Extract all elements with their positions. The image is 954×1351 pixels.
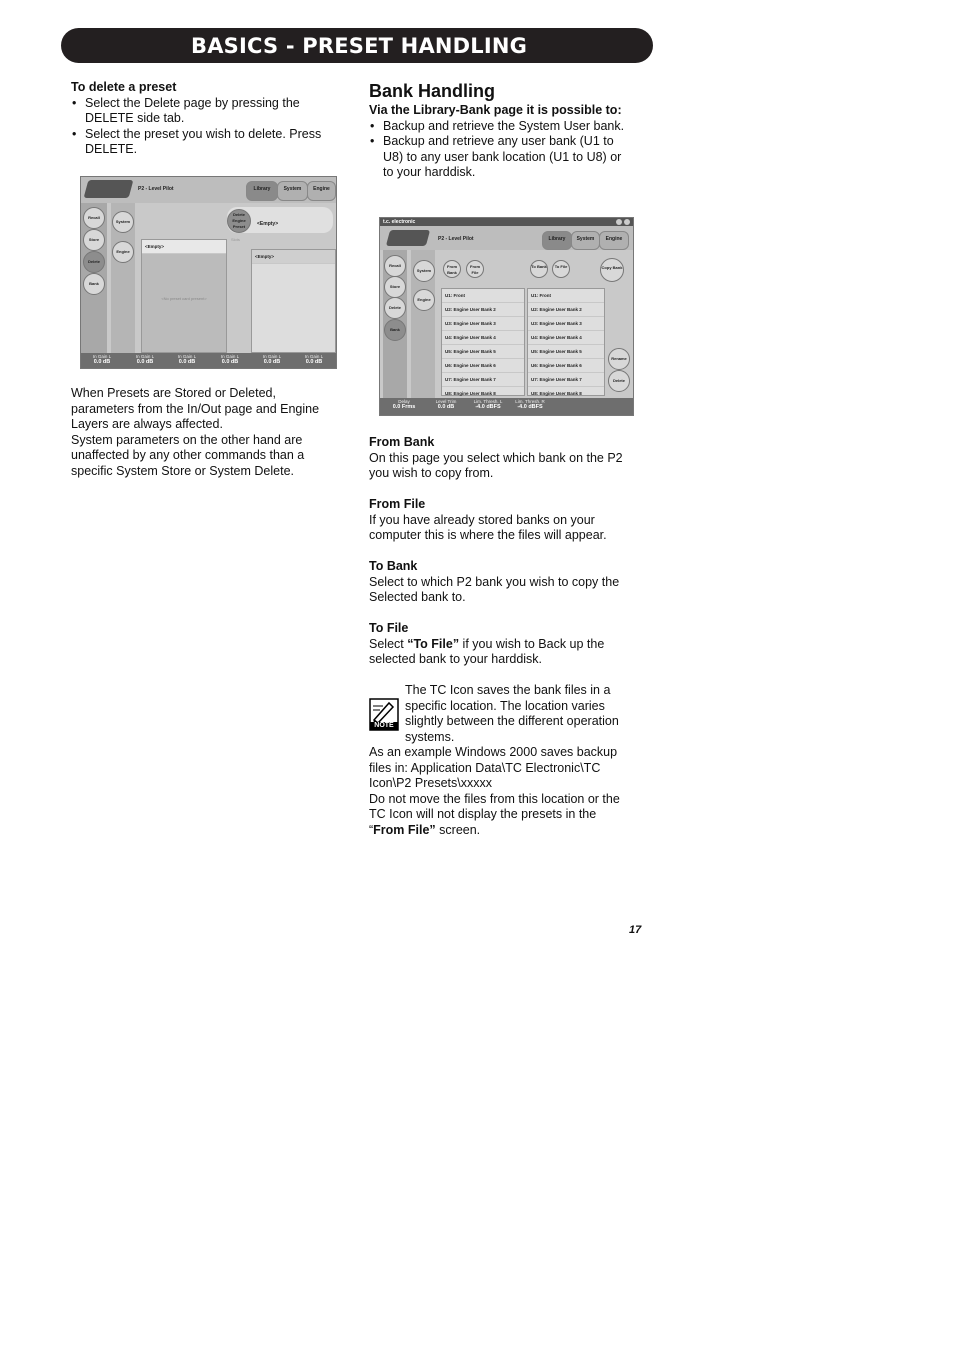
- engine-sub-button[interactable]: Engine: [413, 289, 435, 311]
- bank-list-item[interactable]: U6: Engine User Bank 6: [528, 359, 604, 373]
- empty-left: <Empty>: [142, 240, 226, 254]
- empty-top: <Empty>: [257, 221, 279, 227]
- bank-list-item[interactable]: U1: Front: [528, 289, 604, 303]
- bank-handling-heading: Bank Handling: [369, 81, 496, 101]
- right-column-bottom: [369, 435, 635, 838]
- footer-cell: In Gain L 0.0 dB: [220, 354, 240, 365]
- example-text: As an example Windows 2000 saves backup files in: Application Data\TC Electronic\TC Icon\P2 Presets\xxxxx: [369, 745, 618, 790]
- bank-list-item[interactable]: U5: Engine User Bank 5: [442, 345, 524, 359]
- bank-list-item[interactable]: U7: Engine User Bank 7: [528, 373, 604, 387]
- footer-cell: In Gain L 0.0 dB: [177, 354, 197, 365]
- footer-cell: Level Trim 0.0 dB: [435, 399, 457, 410]
- bank-list-item[interactable]: U4: Engine User Bank 4: [528, 331, 604, 345]
- delete-side-button[interactable]: Delete: [384, 297, 406, 319]
- delete-side-button[interactable]: Delete: [83, 251, 105, 273]
- minimize-icon[interactable]: [616, 219, 622, 225]
- page-title: BASICS - PRESET HANDLING: [191, 34, 528, 58]
- screen-title: P2 - Level Pilot: [138, 186, 174, 192]
- note-label: NOTE: [374, 722, 394, 729]
- tab-system[interactable]: System: [571, 231, 600, 250]
- footer-cell: In Gain L 0.0 dB: [304, 354, 324, 365]
- window-titlebar: t.c. electronic: [380, 218, 634, 226]
- delete-step: • Select the preset you wish to delete. Press DELETE.: [72, 126, 322, 156]
- bank-list-item[interactable]: U2: Engine User Bank 2: [442, 303, 524, 317]
- to-bank-title: To Bank: [369, 559, 418, 573]
- screen-title: P2 - Level Pilot: [438, 236, 474, 242]
- page-number: 17: [629, 924, 642, 936]
- left-column: [71, 80, 333, 158]
- bank-list-item[interactable]: U7: Engine User Bank 7: [442, 373, 524, 387]
- footer-cell: Lim. Thresh. R -4.0 dBFS: [515, 399, 545, 410]
- delete-engine-preset-button[interactable]: Delete Engine Preset: [227, 209, 251, 233]
- bank-list-item[interactable]: U6: Engine User Bank 6: [442, 359, 524, 373]
- bank-button[interactable]: Bank: [384, 319, 406, 341]
- delete-heading: To delete a preset: [71, 80, 177, 94]
- footer-cell: In Gain L 0.0 dB: [262, 354, 282, 365]
- copy-bank-button[interactable]: Copy Bank: [600, 258, 624, 282]
- bank-intro: Via the Library-Bank page it is possible to:: [369, 103, 622, 117]
- tab-system[interactable]: System: [277, 181, 308, 201]
- final-text: Do not move the files from this location or the TC Icon will not display the presets in the “From File” screen.: [369, 791, 620, 837]
- bank-list-item[interactable]: U8: Engine User Bank 8: [442, 387, 524, 401]
- close-icon[interactable]: [624, 219, 630, 225]
- recall-button[interactable]: Recall: [83, 207, 105, 229]
- bank-bullet: • Backup and retrieve any user bank (U1 to U8) to any user bank location (U1 to U8) or to your harddisk.: [370, 134, 622, 179]
- para-system: System parameters on the other hand are unaffected by any other commands than a specific System Store or System Delete.: [71, 432, 305, 478]
- bank-bullet: • Backup and retrieve the System User bank.: [370, 118, 625, 133]
- right-column-top: [369, 80, 634, 181]
- to-file-text: Select “To File” if you wish to Back up the selected bank to your harddisk.: [369, 636, 605, 666]
- note-text: The TC Icon saves the bank files in a specific location. The location varies slightly between the different operation systems.: [405, 683, 619, 744]
- from-file-title: From File: [369, 497, 426, 511]
- header-banner: [61, 28, 653, 63]
- slot-label: Slots: [231, 237, 240, 242]
- bank-list-item[interactable]: U4: Engine User Bank 4: [442, 331, 524, 345]
- footer-cell: In Gain L 0.0 dB: [135, 354, 155, 365]
- system-sub-button[interactable]: System: [112, 211, 134, 233]
- tab-library[interactable]: Library: [542, 231, 572, 250]
- bank-list-item[interactable]: U5: Engine User Bank 5: [528, 345, 604, 359]
- bank-button[interactable]: Bank: [83, 273, 105, 295]
- from-bank-text: On this page you select which bank on the P2 you wish to copy from.: [369, 450, 623, 480]
- tab-library[interactable]: Library: [246, 181, 278, 201]
- from-bank-button[interactable]: From Bank: [443, 260, 461, 278]
- delete-button[interactable]: Delete: [608, 370, 630, 392]
- to-bank-text: Select to which P2 bank you wish to copy the Selected bank to.: [369, 574, 620, 604]
- left-paragraph: [71, 386, 333, 479]
- tab-engine[interactable]: Engine: [307, 181, 336, 201]
- bank-list-item[interactable]: U3: Engine User Bank 3: [442, 317, 524, 331]
- tc-logo-icon: [386, 230, 430, 246]
- store-button[interactable]: Store: [384, 276, 406, 298]
- bank-list-item[interactable]: U8: Engine User Bank 8: [528, 387, 604, 401]
- bank-list-item[interactable]: U1: Front: [442, 289, 524, 303]
- rename-button[interactable]: Rename: [608, 348, 630, 370]
- from-file-button[interactable]: From File: [466, 260, 484, 278]
- bank-list-item[interactable]: U3: Engine User Bank 3: [528, 317, 604, 331]
- recall-button[interactable]: Recall: [384, 255, 406, 277]
- from-file-text: If you have already stored banks on your computer this is where the files will appear.: [369, 512, 607, 542]
- footer-cell: Lim. Thresh. L -4.0 dBFS: [473, 399, 503, 410]
- store-button[interactable]: Store: [83, 229, 105, 251]
- system-sub-button[interactable]: System: [413, 260, 435, 282]
- empty-right: <Empty>: [252, 250, 335, 264]
- bank-page-screenshot: [379, 217, 634, 416]
- delete-step: • Select the Delete page by pressing the DELETE side tab.: [72, 95, 300, 125]
- bank-list-item[interactable]: U2: Engine User Bank 2: [528, 303, 604, 317]
- para-store-delete: When Presets are Stored or Deleted, parameters from the In/Out page and Engine Layers are always affected.: [71, 386, 320, 431]
- no-preset-message: <No preset card present>: [161, 296, 207, 301]
- note-icon: [369, 698, 399, 731]
- from-bank-title: From Bank: [369, 435, 435, 449]
- to-bank-button[interactable]: To Bank: [530, 260, 548, 278]
- footer-cell: Delay 0.0 Frms: [392, 399, 416, 410]
- engine-sub-button[interactable]: Engine: [112, 241, 134, 263]
- footer-cell: In Gain L 0.0 dB: [92, 354, 112, 365]
- tc-logo-icon: [84, 180, 134, 198]
- to-file-title: To File: [369, 621, 409, 635]
- to-file-button[interactable]: To File: [552, 260, 570, 278]
- tab-engine[interactable]: Engine: [599, 231, 629, 250]
- delete-page-screenshot: [80, 176, 337, 369]
